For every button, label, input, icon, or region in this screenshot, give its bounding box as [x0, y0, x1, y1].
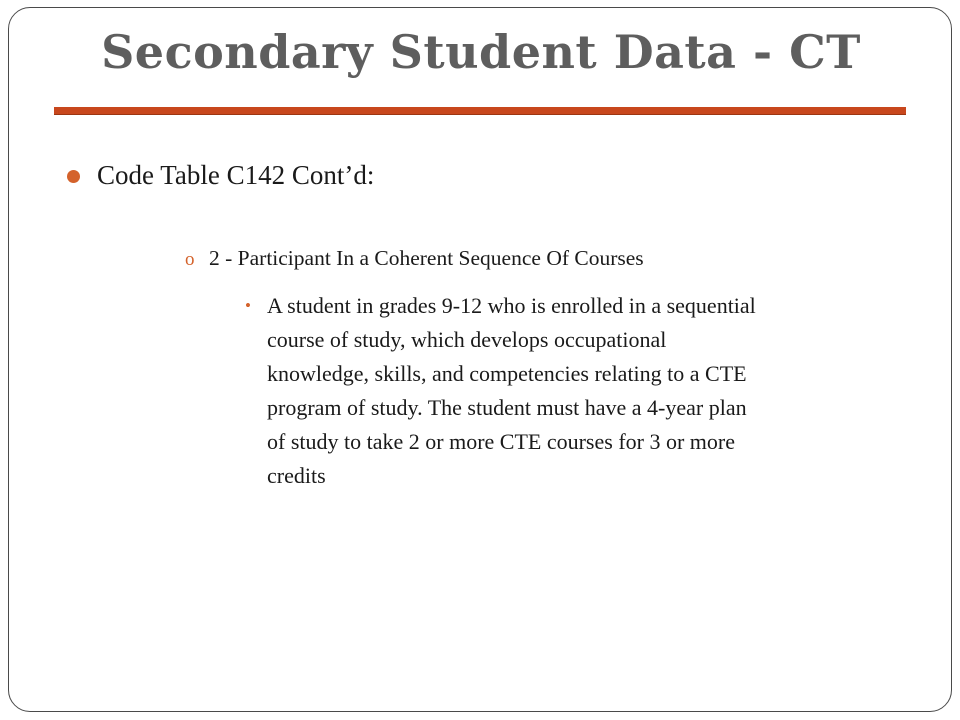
- small-dot-bullet-icon: •: [245, 296, 251, 315]
- bullet-text: Code Table C142 Cont’d:: [97, 160, 375, 190]
- detail-line: knowledge, skills, and competencies relating to a CTE: [267, 361, 747, 386]
- sub-bullet-participant: [185, 246, 644, 271]
- slide-title: Secondary Student Data - CT: [101, 25, 861, 79]
- slide-frame: [8, 7, 952, 712]
- detail-bullet-text: [267, 289, 756, 493]
- bullet-code-table: [67, 160, 374, 191]
- filled-circle-bullet-icon: [67, 170, 80, 183]
- title-underline-bar: [54, 107, 906, 114]
- detail-line: course of study, which develops occupational: [267, 327, 667, 352]
- hollow-o-bullet-icon: o: [185, 249, 195, 270]
- sub-bullet-text: 2 - Participant In a Coherent Sequence Of Courses: [209, 246, 644, 270]
- detail-line: of study to take 2 or more CTE courses for 3 or more: [267, 429, 735, 454]
- detail-line: credits: [267, 463, 326, 488]
- detail-line: A student in grades 9-12 who is enrolled in a sequential: [267, 293, 756, 318]
- detail-line: program of study. The student must have a 4-year plan: [267, 395, 747, 420]
- detail-bullet-definition: [245, 289, 925, 493]
